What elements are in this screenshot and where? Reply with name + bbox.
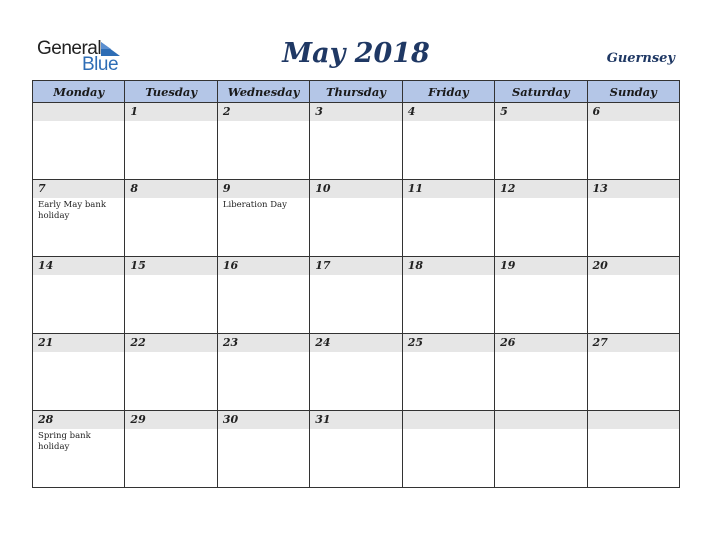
day-number: 20 <box>588 257 679 275</box>
day-cell <box>495 411 587 488</box>
holiday-label: Early May bank holiday <box>38 200 106 221</box>
holiday-label <box>310 121 401 123</box>
weekday-header: Wednesday <box>217 81 309 103</box>
day-cell <box>125 257 217 334</box>
day-cell <box>125 180 217 257</box>
day-cell <box>495 334 587 411</box>
weekday-header: Monday <box>33 81 125 103</box>
day-number: 2 <box>218 103 309 121</box>
holiday-label <box>310 352 401 354</box>
day-cell <box>587 257 679 334</box>
day-cell <box>587 103 679 180</box>
weekday-header: Thursday <box>310 81 402 103</box>
week-row <box>33 257 680 334</box>
day-cell <box>33 180 125 257</box>
holiday-label <box>218 121 309 123</box>
holiday-label <box>403 121 494 123</box>
week-row <box>33 180 680 257</box>
holiday-label <box>125 429 216 431</box>
day-cell <box>217 411 309 488</box>
day-cell <box>125 411 217 488</box>
day-cell <box>33 411 125 488</box>
holiday-label <box>33 275 124 277</box>
day-cell <box>125 334 217 411</box>
day-cell <box>310 180 402 257</box>
day-number <box>588 411 679 429</box>
day-number: 6 <box>588 103 679 121</box>
day-cell <box>33 103 125 180</box>
day-number: 30 <box>218 411 309 429</box>
holiday-label: Liberation Day <box>222 200 287 210</box>
day-number: 3 <box>310 103 401 121</box>
holiday-label <box>33 121 124 123</box>
day-number: 1 <box>125 103 216 121</box>
day-cell <box>33 257 125 334</box>
holiday-label <box>588 198 679 200</box>
day-cell <box>217 103 309 180</box>
holiday-label <box>588 429 679 431</box>
holiday-label <box>125 352 216 354</box>
day-number: 16 <box>218 257 309 275</box>
calendar-grid <box>32 80 680 488</box>
day-number: 17 <box>310 257 401 275</box>
holiday-label <box>403 429 494 431</box>
day-number: 10 <box>310 180 401 198</box>
holiday-label <box>495 275 586 277</box>
day-cell <box>33 334 125 411</box>
day-number: 9 <box>218 180 309 198</box>
holiday-label <box>33 352 124 354</box>
brand-name-blue: Blue <box>82 54 119 75</box>
day-number: 4 <box>403 103 494 121</box>
holiday-label <box>588 352 679 354</box>
day-number: 25 <box>403 334 494 352</box>
holiday-label <box>403 352 494 354</box>
holiday-label <box>218 352 309 354</box>
day-cell <box>495 180 587 257</box>
day-cell <box>495 103 587 180</box>
day-number <box>495 411 586 429</box>
calendar-title: May 2018 <box>282 38 430 69</box>
weekday-header: Tuesday <box>125 81 217 103</box>
day-cell <box>495 257 587 334</box>
day-number: 13 <box>588 180 679 198</box>
holiday-label <box>403 275 494 277</box>
holiday-label <box>403 198 494 200</box>
holiday-label <box>495 429 586 431</box>
day-cell <box>402 180 494 257</box>
holiday-label <box>495 121 586 123</box>
day-number: 29 <box>125 411 216 429</box>
day-cell <box>587 334 679 411</box>
day-cell <box>125 103 217 180</box>
day-cell <box>402 103 494 180</box>
holiday-label <box>310 198 401 200</box>
day-cell <box>402 257 494 334</box>
day-number: 27 <box>588 334 679 352</box>
day-cell <box>402 334 494 411</box>
weekday-header: Saturday <box>495 81 587 103</box>
day-cell <box>310 103 402 180</box>
holiday-label <box>125 198 216 200</box>
day-cell <box>587 411 679 488</box>
day-number: 8 <box>125 180 216 198</box>
day-cell <box>402 411 494 488</box>
holiday-label <box>125 275 216 277</box>
day-number: 14 <box>33 257 124 275</box>
day-number: 18 <box>403 257 494 275</box>
holiday-label <box>125 121 216 123</box>
brand-name-general: General <box>37 38 102 59</box>
week-row <box>33 411 680 488</box>
region-label: Guernsey <box>606 51 675 66</box>
day-number: 26 <box>495 334 586 352</box>
day-cell <box>310 257 402 334</box>
day-cell <box>217 334 309 411</box>
weekday-header: Friday <box>402 81 494 103</box>
day-number: 19 <box>495 257 586 275</box>
day-cell <box>217 257 309 334</box>
holiday-label <box>310 275 401 277</box>
weekday-header: Sunday <box>587 81 679 103</box>
day-cell <box>310 334 402 411</box>
holiday-label <box>218 275 309 277</box>
day-number: 15 <box>125 257 216 275</box>
day-number: 31 <box>310 411 401 429</box>
week-row <box>33 103 680 180</box>
day-number: 23 <box>218 334 309 352</box>
day-number <box>33 103 124 121</box>
day-number: 11 <box>403 180 494 198</box>
day-cell <box>310 411 402 488</box>
weekday-header-row <box>33 81 680 103</box>
day-number: 12 <box>495 180 586 198</box>
day-cell <box>217 180 309 257</box>
day-number: 7 <box>33 180 124 198</box>
day-cell <box>587 180 679 257</box>
day-number: 5 <box>495 103 586 121</box>
holiday-label <box>310 429 401 431</box>
day-number: 21 <box>33 334 124 352</box>
day-number: 22 <box>125 334 216 352</box>
holiday-label <box>218 429 309 431</box>
holiday-label <box>495 198 586 200</box>
day-number: 28 <box>33 411 124 429</box>
holiday-label: Spring bank holiday <box>38 431 91 452</box>
holiday-label <box>588 275 679 277</box>
week-row <box>33 334 680 411</box>
holiday-label <box>588 121 679 123</box>
day-number <box>403 411 494 429</box>
day-number: 24 <box>310 334 401 352</box>
holiday-label <box>495 352 586 354</box>
